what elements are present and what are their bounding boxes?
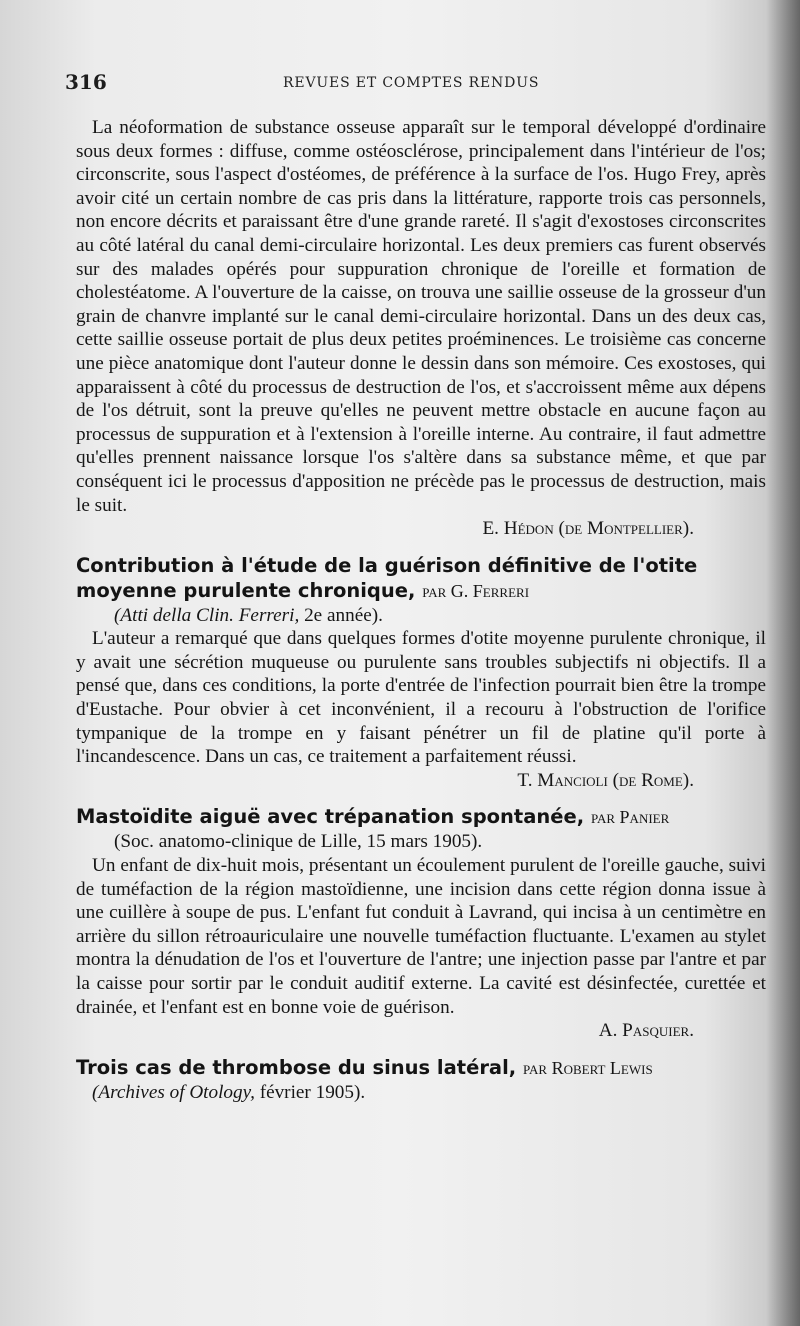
- reviewer-signature: [76, 1019, 766, 1043]
- source-journal: (Atti della Clin. Ferreri,: [114, 604, 300, 626]
- article-source: (Soc. anatomo-clinique de Lille, 15 mars 1905).: [114, 831, 483, 853]
- article-author: par G. Ferreri: [422, 580, 530, 601]
- review-hugo-frey: [76, 116, 766, 541]
- page-header: [65, 70, 765, 100]
- page-number: 316: [65, 70, 107, 94]
- source-date: 2e année).: [304, 604, 383, 626]
- article-title: Mastoïdite aiguë avec trépanation spontanée,: [76, 805, 585, 829]
- article-title: Trois cas de thrombose du sinus latéral,: [76, 1055, 517, 1079]
- review-paragraph: La néoformation de substance osseuse apparaît sur le temporal développé d'ordinaire sous deux formes : diffuse, comme ostéosclérose, principalement dans l'intérieur de l'os; circonscrite, sous l'aspect d'ostéomes, de préférence à la surface de l'os. Hugo Frey, après avoir cité un certain nombre de cas pris dans la littérature, rapporte trois cas personnels, non encore décrits et paraissant être d'une grande rareté. Il s'agit d'exostoses circonscrites au côté latéral du canal demi-circulaire horizontal. Les deux premiers cas furent observés sur des malades opérés pour suppuration chronique de l'oreille et formation de cholestéatome. A l'ouverture de la caisse, on trouva une saillie osseuse de la grosseur d'un grain de chanvre implanté sur le canal demi-circulaire horizontal. Dans un des deux cas, cette saillie osseuse portait de plus deux petites proéminences. Le troisième cas concerne une pièce anatomique dont l'auteur donne le dessin dans son mémoire. Ces exostoses, qui apparaissent à côté du processus de destruction de l'os, et s'accroissent même aux dépens de l'os détruit, sont la preuve qu'elles ne peuvent mettre obstacle en aucune façon au processus de suppuration et à l'extension à l'oreille interne. Au contraire, il faut admettre qu'elles prennent naissance lorsque l'os s'altère dans sa substance même, et que par conséquent ici le processus d'apposition ne précède pas le processus de destruction, mais le suit.: [76, 117, 766, 516]
- reviewer-name: T. Mancioli (de Rome).: [517, 769, 694, 791]
- reviewer-name: E. Hédon (de Montpellier).: [482, 518, 694, 540]
- source-date: février 1905).: [259, 1081, 366, 1103]
- review-paragraph: Un enfant de dix-huit mois, présentant un écoulement purulent de l'oreille gauche, suivi de tuméfaction de la région mastoïdienne, une incision dans cette région donna issue à une cuillère à soupe de pus. L'enfant fut conduit à Lavrand, qui incisa à un centimètre en arrière du sillon rétroauriculaire une nouvelle tuméfaction fluctuante. L'examen au stylet montra la dénudation de l'os et l'ouverture de l'antre; une injection passe par l'antre et par la caisse pour sortir par le conduit auditif externe. La cavité est désinfectée, curettée et drainée, et l'enfant est en bonne voie de guérison.: [76, 855, 766, 1018]
- review-ferreri: [76, 553, 766, 793]
- review-paragraph: L'auteur a remarqué que dans quelques formes d'otite moyenne purulente chronique, il y avait une sécrétion muqueuse ou purulente sans troubles subjectifs ni objectifs. Il a pensé que, dans ces conditions, la porte d'entrée de l'infection pourrait bien être la trompe d'Eustache. Pour obvier à cet inconvénient, il a recouru à l'obstruction de l'orifice tympanique de la trompe en y faisant pénétrer un fil de platine qu'il porte à l'incandescence. Dans un cas, ce traitement a parfaitement réussi.: [76, 628, 766, 768]
- review-title: [76, 553, 766, 604]
- review-title: [76, 804, 766, 830]
- review-title: [76, 1055, 766, 1081]
- article-title: Contribution à l'étude de la guérison définitive de l'otite moyenne purulente chronique,: [76, 553, 698, 602]
- reviewer-name: A. Pasquier.: [598, 1020, 694, 1042]
- article-author: par Robert Lewis: [523, 1057, 653, 1078]
- review-panier: [76, 804, 766, 1042]
- page-edge-shadow: [766, 0, 800, 1326]
- article-author: par Panier: [590, 807, 670, 828]
- running-head: REVUES ET COMPTES RENDUS: [283, 75, 540, 91]
- article-source: [76, 1081, 766, 1105]
- article-source: [76, 604, 766, 628]
- page-body: [76, 116, 766, 1104]
- review-robert-lewis: [76, 1055, 766, 1105]
- source-journal: (Archives of Otology,: [92, 1081, 255, 1103]
- reviewer-signature: [76, 769, 766, 793]
- reviewer-signature: [76, 517, 766, 541]
